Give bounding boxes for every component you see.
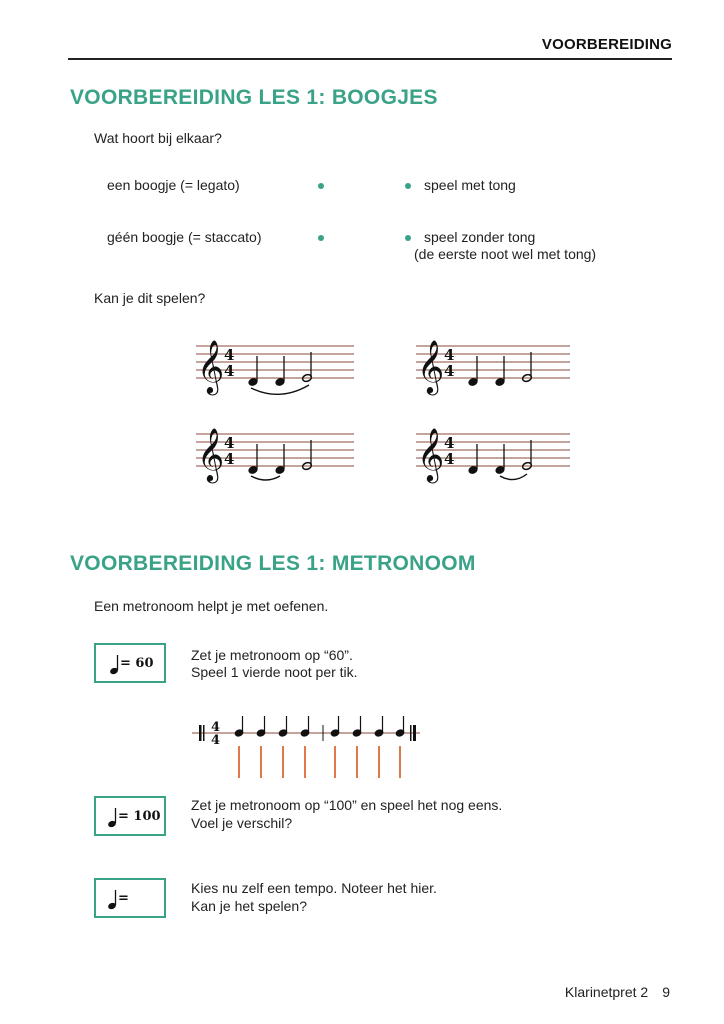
svg-text:4: 4 xyxy=(211,720,221,735)
page-footer xyxy=(565,984,670,1000)
treble-clef-icon: 𝄞 xyxy=(197,427,225,481)
svg-text:4: 4 xyxy=(444,434,455,452)
match-left-staccato: géén boogje (= staccato) xyxy=(107,229,262,245)
svg-text:4: 4 xyxy=(224,450,235,468)
quarter-note-icon xyxy=(96,880,168,920)
svg-text:4: 4 xyxy=(211,733,221,748)
match-dot-left-1[interactable] xyxy=(318,183,324,189)
header-title: VOORBEREIDING xyxy=(541,36,672,53)
matching-question: Wat hoort bij elkaar? xyxy=(94,130,222,146)
staff-example-4 xyxy=(416,420,576,490)
tempo-value-100: = 100 xyxy=(118,809,161,824)
tempo-value-own: = xyxy=(118,891,129,906)
page-number: 9 xyxy=(662,984,670,1000)
svg-text:4: 4 xyxy=(444,346,455,364)
svg-text:4: 4 xyxy=(444,362,455,380)
tempo3-instruction-2: Kan je het spelen? xyxy=(191,898,307,914)
tempo-box-100 xyxy=(94,796,166,836)
tempo-box-own[interactable] xyxy=(94,878,166,918)
svg-text:4: 4 xyxy=(224,362,235,380)
staff-example-3 xyxy=(196,420,356,490)
play-prompt: Kan je dit spelen? xyxy=(94,290,206,306)
tempo1-instruction-2: Speel 1 vierde noot per tik. xyxy=(191,664,358,680)
match-left-legato: een boogje (= legato) xyxy=(107,177,240,193)
svg-text:4: 4 xyxy=(444,450,455,468)
tempo2-instruction-2: Voel je verschil? xyxy=(191,815,293,831)
staff-example-2 xyxy=(416,332,576,402)
tempo-box-60 xyxy=(94,643,166,683)
section-title-metronoom: VOORBEREIDING LES 1: METRONOOM xyxy=(70,552,476,575)
match-dot-right-1[interactable] xyxy=(405,183,411,189)
staff-example-1 xyxy=(196,332,356,402)
tempo-value-60: = 60 xyxy=(120,656,154,671)
treble-clef-icon: 𝄞 xyxy=(197,339,225,393)
header-divider xyxy=(68,58,672,60)
match-right-zonder-tong: speel zonder tong xyxy=(424,229,536,245)
match-right-note: (de eerste noot wel met tong) xyxy=(414,246,597,262)
rhythm-staff xyxy=(192,706,424,782)
tempo3-instruction-1: Kies nu zelf een tempo. Noteer het hier. xyxy=(191,880,437,896)
treble-clef-icon: 𝄞 xyxy=(417,339,445,393)
svg-text:4: 4 xyxy=(224,434,235,452)
tempo1-instruction-1: Zet je metronoom op “60”. xyxy=(191,647,353,663)
match-right-tong: speel met tong xyxy=(424,177,516,193)
tempo2-instruction-1: Zet je metronoom op “100” en speel het nog eens. xyxy=(191,797,503,813)
treble-clef-icon: 𝄞 xyxy=(417,427,445,481)
match-dot-left-2[interactable] xyxy=(318,235,324,241)
match-dot-right-2[interactable] xyxy=(405,235,411,241)
metronome-intro: Een metronoom helpt je met oefenen. xyxy=(94,598,329,614)
svg-text:4: 4 xyxy=(224,346,235,364)
book-title: Klarinetpret 2 xyxy=(564,984,649,1000)
section-title-boogjes: VOORBEREIDING LES 1: BOOGJES xyxy=(70,86,438,109)
